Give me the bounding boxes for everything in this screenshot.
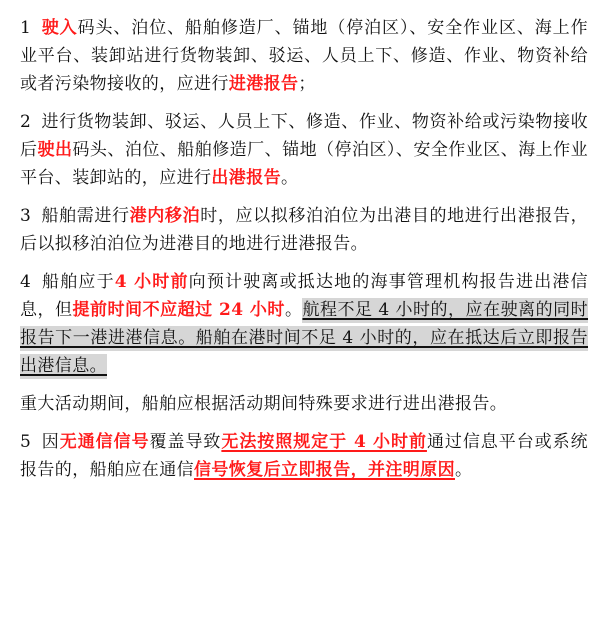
paragraph-text: 船舶应于 [41, 272, 115, 292]
paragraph-text: 。 [281, 168, 299, 188]
paragraph-4 [20, 268, 588, 380]
paragraph-number: 3 [20, 206, 32, 226]
keyword-exit-report: 出港报告 [211, 168, 282, 188]
paragraph-text: 船舶需进行 [41, 206, 130, 226]
paragraph-1 [20, 14, 588, 98]
paragraph-text: 进行货物装卸、驳运、人员上下、修造、作业、物资补给或污染物接收后 [20, 112, 588, 160]
paragraph-number: 5 [20, 432, 32, 452]
paragraph-text: 时，应以拟移泊泊位为出港目的地进行出港报告，后以拟移泊泊位为进港目的地进行进港报告。 [20, 206, 589, 254]
keyword-entry-report: 进港报告 [228, 74, 299, 94]
paragraph-text: 覆盖导致 [149, 432, 222, 452]
document-body [20, 14, 588, 494]
paragraph-5 [20, 428, 588, 484]
highlighted-note: 航程不足 4 小时的，应在驶离的同时报告下一港进港信息。船舶在港时间不足 4 小时的，应在抵达后立即报告出港信息。 [20, 298, 588, 379]
paragraph-text: ； [298, 74, 316, 94]
keyword-report-after-recovery: 信号恢复后立即报告，并注明原因 [194, 460, 455, 480]
paragraph-text: 重大活动期间，船舶应根据活动期间特殊要求进行进出港报告。 [20, 394, 508, 414]
paragraph-text: 码头、泊位、船舶修造厂、锚地（停泊区）、安全作业区、海上作业平台、装卸站的，应进行 [20, 140, 589, 188]
paragraph-text: 因 [41, 432, 60, 452]
keyword-exit: 驶出 [37, 140, 73, 160]
keyword-max-24-hours: 提前时间不应超过 24 小时 [72, 300, 285, 320]
paragraph-text: 。 [455, 460, 473, 480]
paragraph-number: 2 [20, 112, 32, 132]
paragraph-number: 4 [20, 272, 32, 292]
keyword-unable-4-hours: 无法按照规定于 4 小时前 [221, 432, 427, 452]
keyword-4-hours-before: 4 小时前 [114, 272, 189, 292]
paragraph-3 [20, 202, 588, 258]
paragraph-2 [20, 108, 588, 192]
paragraph-text: 向预计驶离或抵达地的海事管理机构报告进出港信息，但 [20, 272, 588, 320]
keyword-enter: 驶入 [41, 18, 78, 38]
paragraph-text: 。 [284, 300, 303, 320]
paragraph-major-events [20, 390, 588, 418]
paragraph-text: 通过信息平台或系统报告的，船舶应在通信 [20, 432, 588, 480]
paragraph-text: 码头、泊位、船舶修造厂、锚地（停泊区）、安全作业区、海上作业平台、装卸站进行货物装卸、驳运、人员上下、修造、作业、物资补给或者污染物接收的，应进行 [20, 18, 588, 94]
keyword-no-signal: 无通信信号 [59, 432, 150, 452]
paragraph-number: 1 [20, 18, 32, 38]
keyword-shifting-berth: 港内移泊 [129, 206, 201, 226]
